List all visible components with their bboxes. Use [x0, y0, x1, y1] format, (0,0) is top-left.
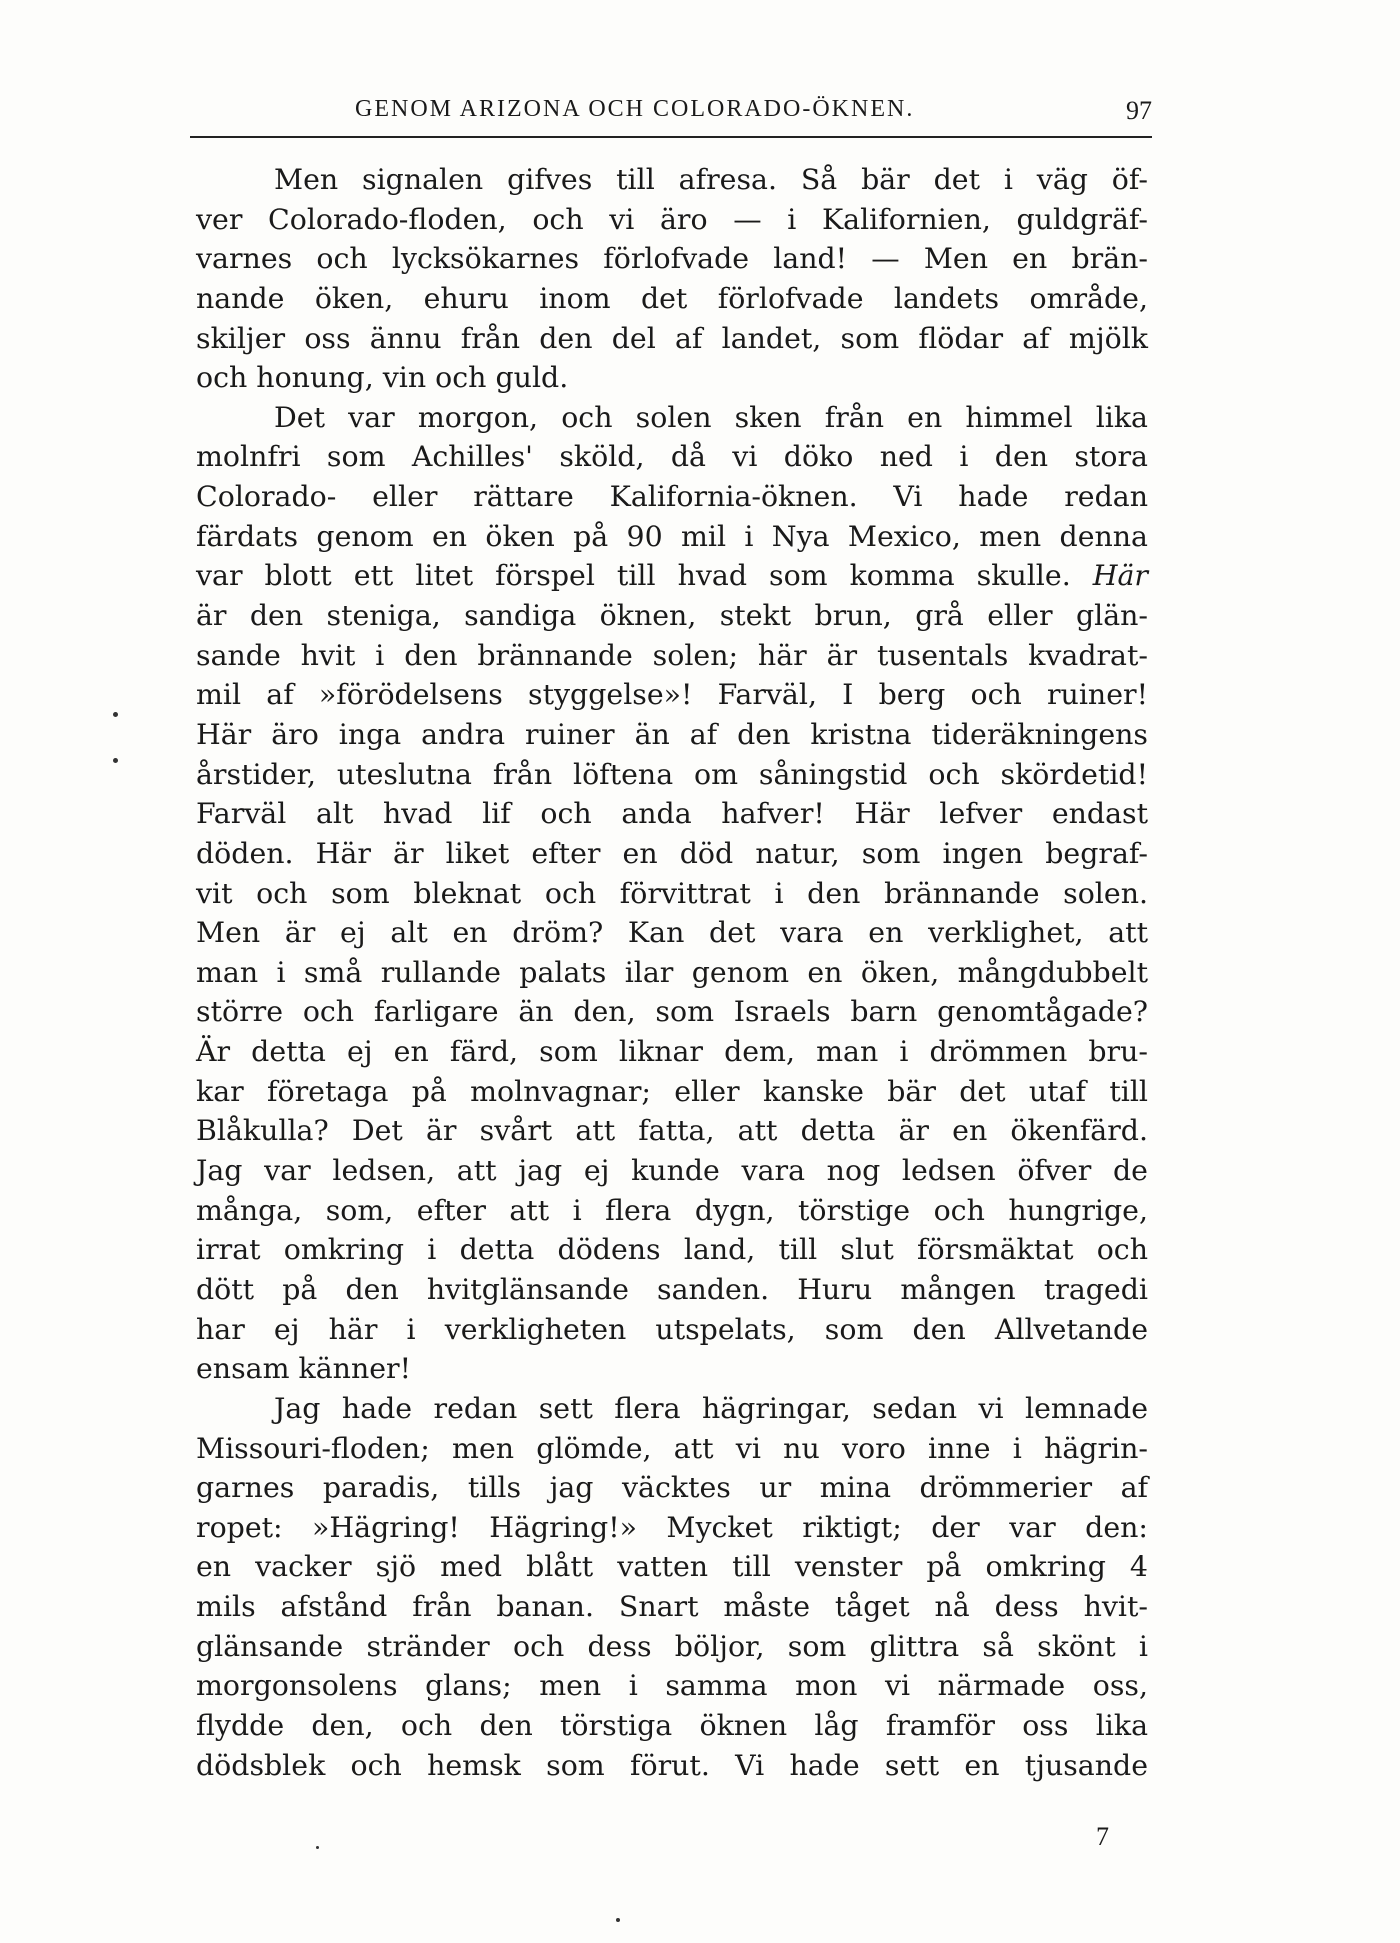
text-line: morgonsolens glans; men i samma mon vi närmade oss, — [196, 1669, 1148, 1703]
text-line-with-italic — [196, 556, 1148, 596]
text-line: Det var morgon, och solen sken från en himmel lika — [274, 400, 1148, 434]
text-line: Men är ej alt en dröm? Kan det vara en verklighet, att — [196, 916, 1148, 950]
text-line: glänsande stränder och dess böljor, som glittra så skönt i — [196, 1629, 1148, 1663]
speck-dot — [616, 1918, 620, 1922]
signature-mark: 7 — [1096, 1822, 1109, 1851]
text-line: Är detta ej en färd, som liknar dem, man i drömmen bru- — [196, 1035, 1148, 1069]
running-head — [190, 96, 1152, 136]
text-line: större och farligare än den, som Israels barn genomtågade? — [196, 995, 1148, 1029]
text-line: har ej här i verkligheten utspelats, som den Allvetande — [196, 1312, 1148, 1346]
text-line: döden. Här är liket efter en död natur, som ingen begraf- — [196, 836, 1148, 870]
text-line: Här äro inga andra ruiner än af den kristna tideräkningens — [196, 717, 1148, 751]
text-line: ensam känner! — [196, 1352, 412, 1386]
running-title: GENOM ARIZONA OCH COLORADO-ÖKNEN. — [355, 96, 915, 122]
text-line: man i små rullande palats ilar genom en öken, mångdubbelt — [196, 955, 1148, 989]
text-line: dödsblek och hemsk som förut. Vi hade sett en tjusande — [196, 1748, 1148, 1782]
text-line: nande öken, ehuru inom det förlofvade landets område, — [196, 281, 1148, 315]
text-line: en vacker sjö med blått vatten till venster på omkring 4 — [196, 1550, 1148, 1584]
text-line: Missouri-floden; men glömde, att vi nu voro inne i hägrin- — [196, 1431, 1148, 1465]
text-line: Blåkulla? Det är svårt att fatta, att detta är en ökenfärd. — [196, 1114, 1148, 1148]
text-line: varnes och lycksökarnes förlofvade land! — Men en brän- — [196, 242, 1148, 276]
text-line: sande hvit i den brännande solen; här är tusentals kvadrat- — [196, 638, 1148, 672]
text-line: kar företaga på molnvagnar; eller kanske bär det utaf till — [196, 1074, 1148, 1108]
text-line: Jag hade redan sett flera hägringar, sedan vi lemnade — [274, 1391, 1148, 1425]
text-line: Farväl alt hvad lif och anda hafver! Här lefver endast — [196, 797, 1148, 831]
italic-word: Här — [1092, 559, 1148, 593]
text-line: Colorado- eller rättare Kalifornia-öknen. Vi hade redan — [196, 480, 1148, 514]
text-line: skiljer oss ännu från den del af landet, som flödar af mjölk — [196, 321, 1148, 355]
header-rule — [190, 136, 1152, 138]
text-line: och honung, vin och guld. — [196, 361, 569, 395]
margin-dot — [113, 712, 118, 717]
text-line: årstider, uteslutna från löftena om såningstid och skördetid! — [196, 757, 1148, 791]
speck-dot — [316, 1846, 319, 1849]
text-line: garnes paradis, tills jag väcktes ur mina drömmerier af — [196, 1471, 1148, 1505]
text-line: Men signalen gifves till afresa. Så bär det i väg öf- — [274, 163, 1148, 196]
text-line: är den steniga, sandiga öknen, stekt brun, grå eller glän- — [196, 599, 1148, 633]
text-segment: var blott ett litet förspel till hvad som komma skulle. — [196, 559, 1071, 593]
text-line: vit och som bleknat och förvittrat i den brännande solen. — [196, 876, 1148, 910]
text-line: många, som, efter att i flera dygn, törstige och hungrige, — [196, 1193, 1148, 1227]
page-number: 97 — [1126, 96, 1152, 125]
text-line: flydde den, och den törstiga öknen låg framför oss lika — [196, 1708, 1148, 1742]
body-text — [196, 160, 1148, 1785]
text-line: mils afstånd från banan. Snart måste tåget nå dess hvit- — [196, 1590, 1148, 1624]
text-line: dött på den hvitglänsande sanden. Huru mången tragedi — [196, 1272, 1148, 1306]
text-line: irrat omkring i detta dödens land, till slut försmäktat och — [196, 1233, 1148, 1267]
text-line: ver Colorado-floden, och vi äro — i Kalifornien, guldgräf- — [196, 202, 1148, 236]
text-line: ropet: »Hägring! Hägring!» Mycket riktigt; der var den: — [196, 1510, 1148, 1544]
text-line: mil af »förödelsens styggelse»! Farväl, I berg och ruiner! — [196, 678, 1148, 712]
text-line: molnfri som Achilles' sköld, då vi döko ned i den stora — [196, 440, 1148, 474]
text-line: färdats genom en öken på 90 mil i Nya Mexico, men denna — [196, 519, 1148, 553]
text-line: Jag var ledsen, att jag ej kunde vara nog ledsen öfver de — [196, 1154, 1148, 1188]
margin-dot — [113, 758, 118, 763]
